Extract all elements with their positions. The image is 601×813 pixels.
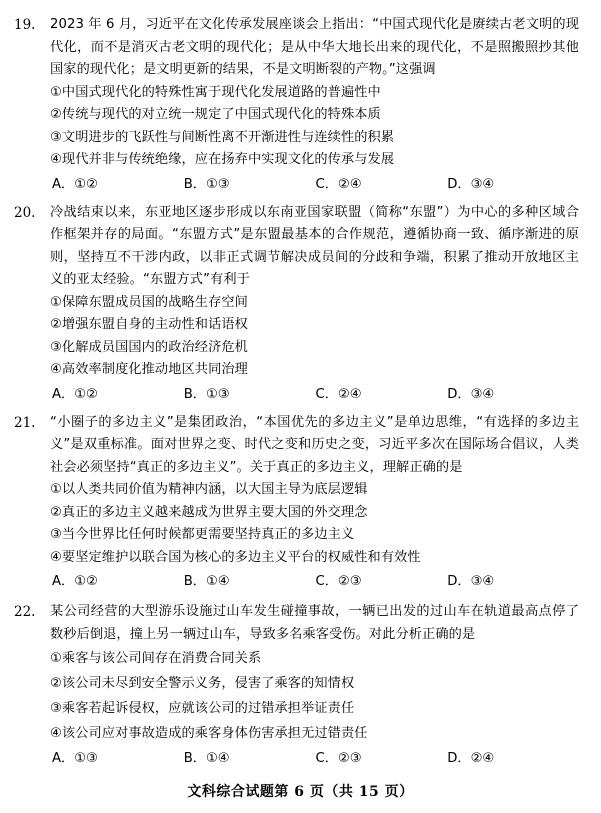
question-number: 21.	[14, 414, 36, 431]
question-20	[14, 202, 579, 407]
answer-choices	[50, 383, 579, 407]
option-2[interactable]: ②该公司未尽到安全警示义务，侵害了乘客的知情权	[50, 676, 355, 691]
choice-c[interactable]: C．②④	[315, 386, 362, 402]
option-3[interactable]: ③化解成员国国内的政治经济危机	[50, 339, 248, 355]
choice-a[interactable]: A．①②	[52, 176, 98, 192]
option-1[interactable]: ①中国式现代化的特殊性寓于现代化发展道路的普遍性中	[50, 84, 381, 100]
option-3[interactable]: ③文明进步的飞跃性与间断性离不开渐进性与连续性的积累	[50, 129, 395, 145]
page-footer: 文科综合试题第 6 页（共 15 页）	[187, 784, 414, 800]
choice-d[interactable]: D．③④	[447, 176, 495, 192]
option-3[interactable]: ③乘客若起诉侵权，应就该公司的过错承担举证责任	[50, 701, 355, 716]
option-2[interactable]: ②增强东盟自身的主动性和话语权	[50, 317, 248, 332]
question-number: 20.	[14, 204, 36, 221]
choice-b[interactable]: B．①④	[183, 574, 230, 589]
choice-a[interactable]: A．①②	[52, 574, 98, 589]
choice-a[interactable]: A．①③	[52, 751, 98, 766]
choice-c[interactable]: C．②③	[315, 574, 362, 589]
question-number: 19.	[14, 17, 36, 33]
option-1[interactable]: ①乘客与该公司间存在消费合同关系	[50, 651, 262, 666]
answer-choices	[50, 747, 579, 771]
choice-c[interactable]: C．②④	[315, 176, 362, 192]
question-stem: “小圈子的多边主义”是集团政治，“本国优先的多边主义”是单边思维，“有选择的多边主义”是双重标准。面对世界之变、时代之变和历史之变，习近平多次在国际场合倡议，人类社会必须坚持“真正的多边主义”。关于真正的多边主义，理解正确的是	[50, 414, 579, 475]
question-22	[14, 601, 579, 771]
option-4[interactable]: ④现代并非与传统绝缘，应在扬弃中实现文化的传承与发展	[50, 152, 395, 167]
question-stem: 冷战结束以来，东亚地区逐步形成以东南亚国家联盟（简称“东盟”）为中心的多种区域合作框架并存的局面。“东盟方式”是东盟最基本的合作规范，遵循协商一致、循序渐进的原则，坚持互不干涉内政，以非正式调节解决成员间的分歧和争端，积累了推动开放地区主义的亚太经验。“东盟方式”有利于	[50, 204, 579, 287]
option-2[interactable]: ②传统与现代的对立统一规定了中国式现代化的特殊本质	[50, 107, 381, 122]
option-2[interactable]: ②真正的多边主义越来越成为世界主要大国的外交理念	[50, 504, 368, 520]
question-number: 22.	[14, 604, 36, 620]
answer-choices	[50, 570, 579, 594]
choice-b[interactable]: B．①③	[183, 176, 230, 192]
question-stem: 某公司经营的大型游乐设施过山车发生碰撞事故，一辆已出发的过山车在轨道最高点停了数秒后倒退，撞上另一辆过山车，导致多名乘客受伤。对此分析正确的是	[50, 604, 579, 642]
question-21	[14, 412, 579, 595]
option-1[interactable]: ①以人类共同价值为精神内涵，以大国主导为底层逻辑	[50, 482, 368, 497]
answer-choices	[50, 173, 579, 197]
choice-b[interactable]: B．①③	[183, 386, 230, 402]
choice-d[interactable]: D．②④	[447, 751, 495, 766]
choice-c[interactable]: C．②③	[315, 751, 362, 766]
option-4[interactable]: ④该公司应对事故造成的乘客身体伤害承担无过错责任	[50, 726, 368, 741]
question-stem: 2023 年 6 月，习近平在文化传承发展座谈会上指出：“中国式现代化是赓续古老文明的现代化，而不是消灭古老文明的现代化；是从中华大地长出来的现代化，不是照搬照抄其他国家的现代化；是文明更新的结果，不是文明断裂的产物。”这强调	[50, 17, 579, 77]
choice-b[interactable]: B．①④	[183, 751, 230, 766]
option-3[interactable]: ③当今世界比任何时候都更需要坚持真正的多边主义	[50, 527, 355, 542]
option-1[interactable]: ①保障东盟成员国的战略生存空间	[50, 294, 248, 310]
option-4[interactable]: ④要坚定维护以联合国为核心的多边主义平台的权威性和有效性	[50, 549, 421, 565]
question-19	[14, 14, 579, 197]
choice-a[interactable]: A．①②	[52, 386, 98, 402]
choice-d[interactable]: D．③④	[447, 574, 495, 589]
choice-d[interactable]: D．③④	[447, 386, 495, 402]
option-4[interactable]: ④高效率制度化推动地区共同治理	[50, 362, 248, 377]
